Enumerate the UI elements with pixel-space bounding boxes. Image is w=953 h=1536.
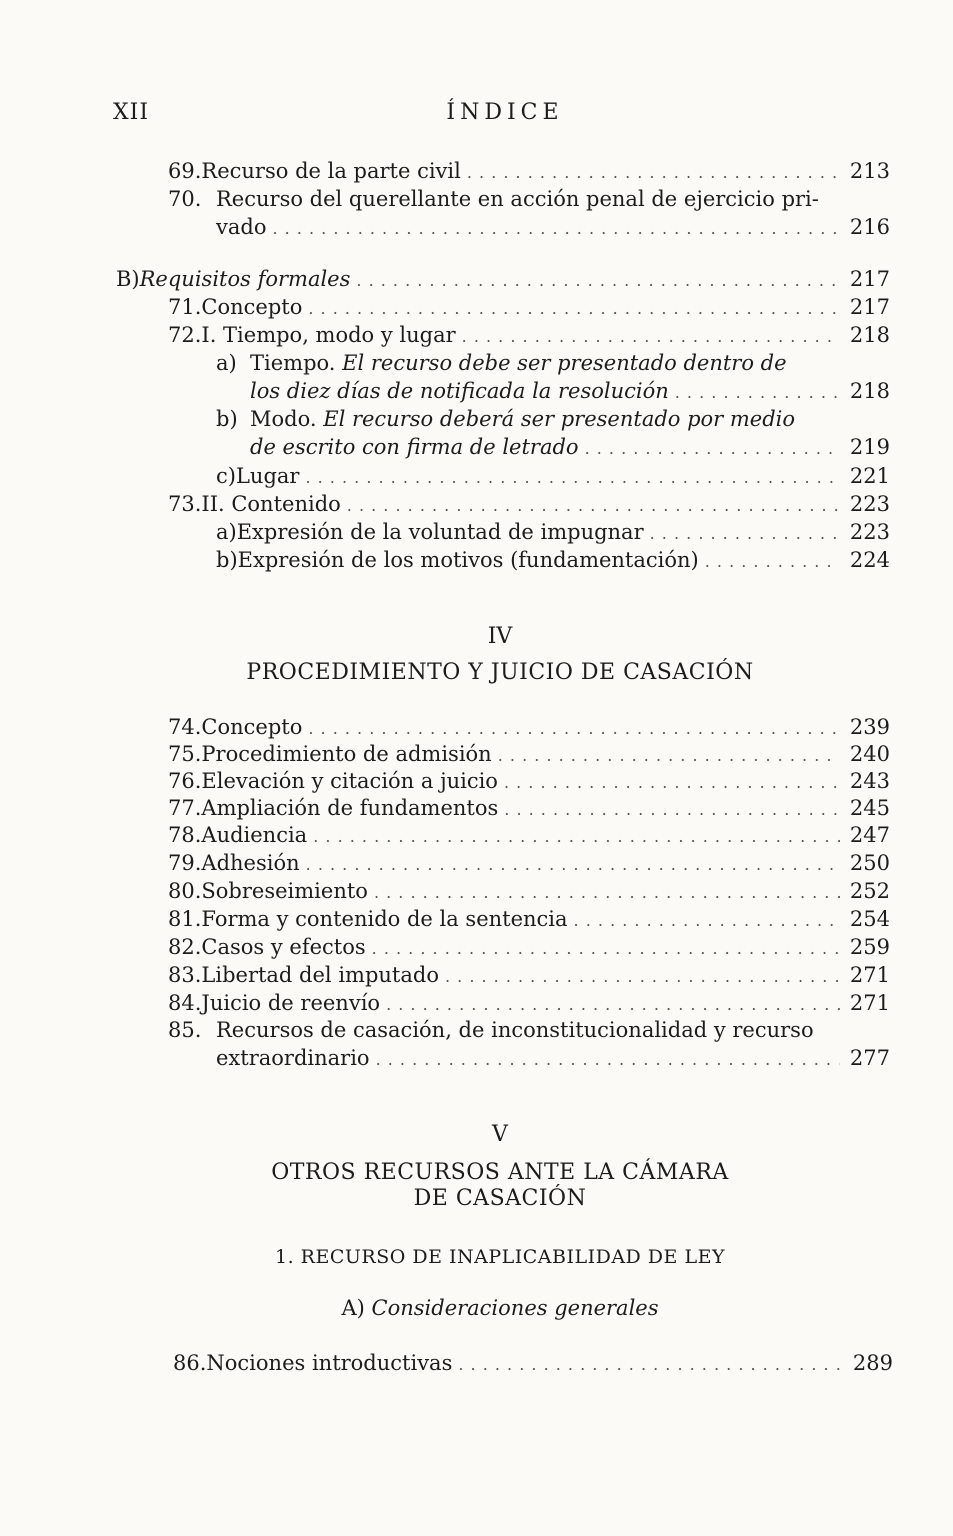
toc-entry: 81. Forma y contenido de la sentencia . . . 254 [168, 906, 890, 934]
toc-subentry: b) Modo. El recurso deberá ser presentado por medio [216, 407, 796, 431]
toc-entry: 85. Recursos de casación, de inconstitucionalidad y recurso [168, 1018, 814, 1042]
toc-subentry: a) Tiempo. El recurso debe ser presentado dentro de [216, 351, 787, 375]
folio-number: XII [113, 100, 150, 125]
part-title-iv: PROCEDIMIENTO Y JUICIO DE CASACIÓN [246, 660, 754, 685]
running-title: ÍNDICE [446, 100, 564, 125]
toc-subentry: c) Lugar . . . 221 [216, 463, 890, 491]
toc-entry: 76. Elevación y citación a juicio . . . 243 [168, 768, 890, 796]
toc-subentry: a) Expresión de la voluntad de impugnar . . . 223 [216, 519, 890, 547]
toc-entry: 84. Juicio de reenvío . . . 271 [168, 990, 890, 1018]
part-title-v-line1: OTROS RECURSOS ANTE LA CÁMARA [271, 1160, 729, 1185]
part-numeral-v: V [492, 1122, 508, 1147]
toc-entry: 72. I. Tiempo, modo y lugar . . . 218 [168, 322, 890, 350]
toc-entry: 70. Recurso del querellante en acción penal de ejercicio pri- [168, 187, 819, 211]
toc-entry-continued: vado . . . 216 [216, 214, 890, 242]
toc-entry: 75. Procedimiento de admisión . . . 240 [168, 741, 890, 769]
toc-entry: 71. Concepto . . . 217 [168, 294, 890, 322]
chapter-subtitle: 1. RECURSO DE INAPLICABILIDAD DE LEY [275, 1246, 725, 1268]
toc-subentry: b) Expresión de los motivos (fundamentación) . . . 224 [216, 547, 890, 575]
toc-entry: 86. Nociones introductivas . . . 289 [173, 1350, 893, 1378]
toc-entry: 79. Adhesión . . . 250 [168, 850, 890, 878]
part-title-v-line2: DE CASACIÓN [413, 1186, 587, 1211]
section-subtitle: A) Consideraciones generales [341, 1296, 659, 1320]
part-numeral-iv: IV [487, 624, 513, 649]
toc-entry: 83. Libertad del imputado . . . 271 [168, 962, 890, 990]
toc-entry: 80. Sobreseimiento . . . 252 [168, 878, 890, 906]
toc-entry-continued: extraordinario . . . 277 [216, 1045, 890, 1073]
section-heading-b: B) Requisitos formales . . . 217 [116, 266, 890, 294]
toc-entry: 73. II. Contenido . . . 223 [168, 491, 890, 519]
toc-entry: 69. Recurso de la parte civil . . . 213 [168, 158, 890, 186]
toc-entry: 82. Casos y efectos . . . 259 [168, 934, 890, 962]
toc-entry: 77. Ampliación de fundamentos . . . 245 [168, 795, 890, 823]
toc-subentry-continued: los diez días de notificada la resolución . . . 218 [250, 378, 890, 406]
toc-subentry-continued: de escrito con firma de letrado . . . 219 [250, 434, 890, 462]
toc-entry: 74. Concepto . . . 239 [168, 714, 890, 742]
toc-entry: 78. Audiencia . . . 247 [168, 822, 890, 850]
